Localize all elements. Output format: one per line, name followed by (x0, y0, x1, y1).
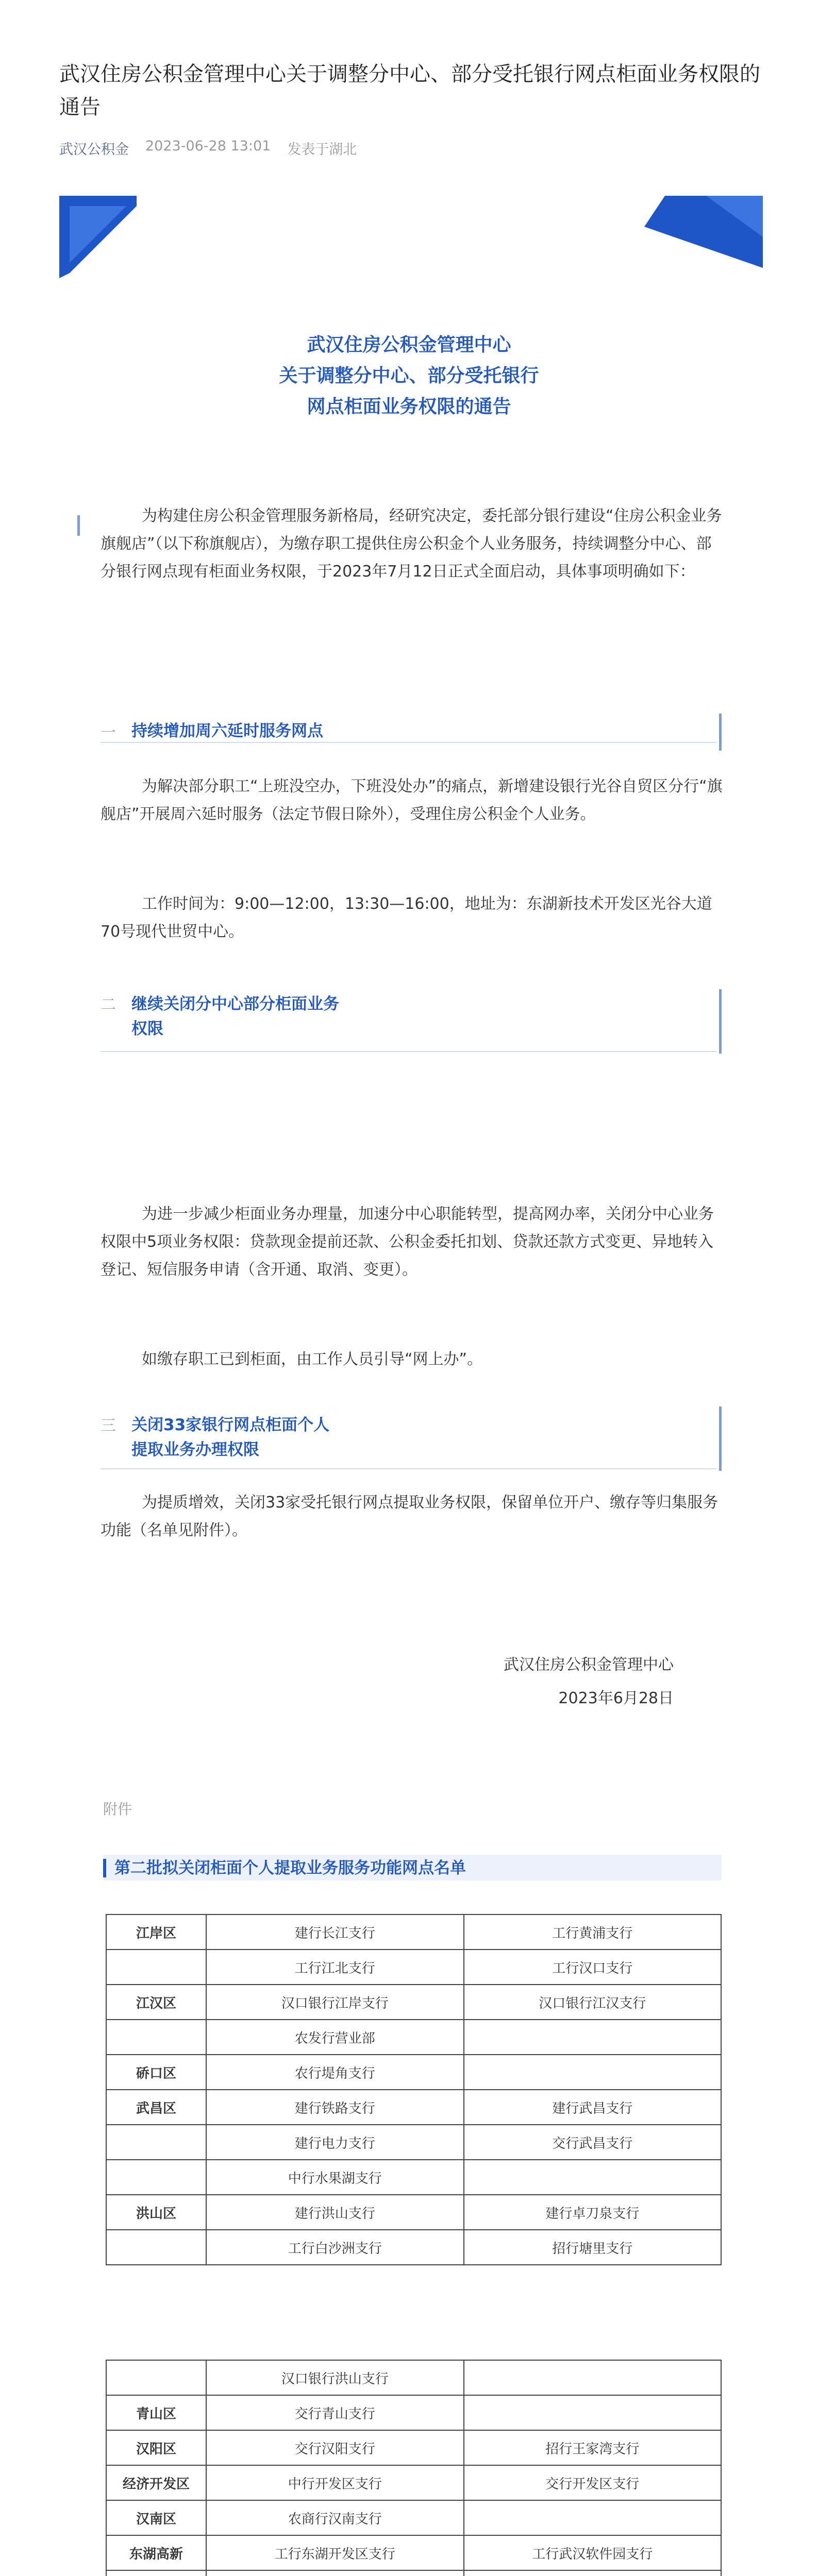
section-1-para-1: 为解决部分职工“上班没空办，下班没处办”的痛点，新增建设银行光谷自贸区分行“旗舰店”开展周六延时服务（法定节假日除外），受理住房公积金个人业务。 (101, 777, 723, 823)
attachment-label: 附件 (103, 1801, 132, 1818)
table-row (106, 2125, 721, 2160)
branch-cell (464, 2500, 722, 2535)
district-cell: 东湖高新 (106, 2535, 206, 2570)
section-3-title-line2: 提取业务办理权限 (131, 1440, 259, 1459)
branch-table-part1 (106, 1914, 722, 2265)
section-1-number: 一 (101, 724, 116, 742)
decor-bar (719, 989, 722, 1054)
table-row (106, 2430, 721, 2465)
publish-location: 发表于湖北 (287, 142, 357, 158)
section-3-header (101, 1413, 329, 1462)
branch-cell: 建行铁路支行 (206, 2090, 464, 2125)
branch-cell (464, 2360, 722, 2395)
section-divider (101, 1051, 716, 1052)
district-cell (106, 2570, 206, 2576)
poster-title-line2: 关于调整分中心、部分受托银行 (279, 365, 539, 386)
section-2-number: 二 (101, 996, 116, 1014)
article-title: 武汉住房公积金管理中心关于调整分中心、部分受托银行网点柜面业务权限的通告 (59, 62, 760, 119)
branch-cell: 招行塘里支行 (464, 2230, 722, 2265)
district-cell: 武昌区 (106, 2090, 206, 2125)
branch-cell: 建行洪山支行 (206, 2195, 464, 2230)
branch-cell: 工行江北支行 (206, 1950, 464, 1985)
district-cell (106, 2360, 206, 2395)
district-cell: 汉阳区 (106, 2430, 206, 2465)
district-cell: 硚口区 (106, 2055, 206, 2090)
branch-cell: 工行黄浦支行 (464, 1914, 722, 1950)
author-link[interactable]: 武汉公积金 (59, 142, 129, 158)
branch-cell: 农商行汉南支行 (206, 2500, 464, 2535)
section-3-number: 三 (101, 1417, 116, 1435)
branch-cell: 建行武昌支行 (464, 2090, 722, 2125)
signature-date: 2023年6月28日 (558, 1689, 674, 1707)
district-cell: 江岸区 (106, 1914, 206, 1950)
table-row (106, 2500, 721, 2535)
branch-cell: 汉口银行江汉支行 (464, 1985, 722, 2020)
table-row (106, 2570, 721, 2576)
table-row (106, 2090, 721, 2125)
table-row (106, 2395, 721, 2430)
table-row (106, 1950, 721, 1985)
section-divider (101, 742, 716, 743)
branch-cell: 工行武汉软件园支行 (464, 2535, 722, 2570)
branch-cell: 中行开发区支行 (206, 2465, 464, 2500)
poster-title-line3: 网点柜面业务权限的通告 (307, 396, 511, 417)
branch-cell (464, 2160, 722, 2195)
section-2-title (131, 992, 339, 1041)
district-cell (106, 2125, 206, 2160)
decor-bar (719, 1406, 722, 1471)
table-row (106, 2465, 721, 2500)
district-cell (106, 2160, 206, 2195)
district-cell: 江汉区 (106, 1985, 206, 2020)
table-row (106, 2195, 721, 2230)
section-1-para-2: 工作时间为：9:00—12:00，13:30—16:00，地址为：东湖新技术开发区光谷大道70号现代世贸中心。 (101, 895, 712, 941)
section-2-title-line2: 权限 (131, 1020, 163, 1038)
branch-cell: 工行白沙洲支行 (206, 2230, 464, 2265)
branch-cell (464, 2055, 722, 2090)
district-cell (106, 2020, 206, 2055)
decor-bar (719, 714, 722, 751)
branch-cell: 工行汉口支行 (464, 1950, 722, 1985)
branch-cell (464, 2020, 722, 2055)
branch-cell: 汉口银行洪山支行 (206, 2360, 464, 2395)
poster-title-line1: 武汉住房公积金管理中心 (307, 334, 511, 355)
section-2-title-line1: 继续关闭分中心部分柜面业务 (131, 995, 339, 1013)
district-cell (106, 1950, 206, 1985)
district-cell: 汉南区 (106, 2500, 206, 2535)
section-3-title-line1: 关闭33家银行网点柜面个人 (131, 1416, 330, 1434)
table-row (106, 2160, 721, 2195)
section-1-header (101, 719, 323, 743)
district-cell: 洪山区 (106, 2195, 206, 2230)
branch-table-part2 (106, 2360, 722, 2576)
decor-bar (103, 1859, 106, 1877)
intro-paragraph: 为构建住房公积金管理服务新格局，经研究决定，委托部分银行建设“住房公积金业务旗舰店”（以下称旗舰店），为缴存职工提供住房公积金个人业务服务，持续调整分中心、部分银行网点现有柜面业务权限，于2023年7月12日正式全面启动，具体事项明确如下： (101, 507, 722, 581)
decor-corner-left-icon (59, 196, 137, 278)
branch-cell: 农发行营业部 (206, 2020, 464, 2055)
branch-cell: 中行水果湖支行 (206, 2160, 464, 2195)
section-2-para-1: 为进一步减少柜面业务办理量，加速分中心职能转型，提高网办率，关闭分中心业务权限中5项业务权限：贷款现金提前还款、公积金委托扣划、贷款还款方式变更、异地转入登记、短信服务申请（含开通、取消、变更）。 (101, 1205, 714, 1279)
branch-cell (464, 2395, 722, 2430)
section-3-title (131, 1413, 329, 1462)
branch-cell: 交行青山支行 (206, 2395, 464, 2430)
table-row (106, 2360, 721, 2395)
section-2-para-2: 如缴存职工已到柜面，由工作人员引导“网上办”。 (142, 1350, 483, 1368)
branch-cell: 工行东湖开发区支行 (206, 2535, 464, 2570)
table-row (106, 2020, 721, 2055)
branch-cell (206, 2570, 464, 2576)
decor-corner-right-icon (644, 196, 763, 268)
branch-cell: 建行长江支行 (206, 1914, 464, 1950)
branch-cell: 汉口银行江岸支行 (206, 1985, 464, 2020)
publish-time: 2023-06-28 13:01 (145, 138, 271, 154)
article-meta (59, 138, 357, 158)
branch-cell: 建行卓刀泉支行 (464, 2195, 722, 2230)
table-row (106, 1985, 721, 2020)
table-row (106, 2230, 721, 2265)
table-title: 第二批拟关闭柜面个人提取业务服务功能网点名单 (114, 1859, 466, 1877)
table-row (106, 2055, 721, 2090)
branch-cell: 农行堤角支行 (206, 2055, 464, 2090)
section-1-title: 持续增加周六延时服务网点 (131, 722, 323, 740)
decor-bar (77, 515, 80, 536)
branch-cell: 交行汉阳支行 (206, 2430, 464, 2465)
section-3-para-1: 为提质增效，关闭33家受托银行网点提取业务权限，保留单位开户、缴存等归集服务功能（名单见附件）。 (101, 1494, 719, 1539)
section-2-header (101, 992, 339, 1041)
branch-cell: 建行电力支行 (206, 2125, 464, 2160)
district-cell: 青山区 (106, 2395, 206, 2430)
section-divider (101, 1468, 716, 1469)
table-row (106, 1914, 721, 1950)
district-cell (106, 2230, 206, 2265)
table-row (106, 2535, 721, 2570)
branch-cell (464, 2570, 722, 2576)
branch-cell: 招行王家湾支行 (464, 2430, 722, 2465)
branch-cell: 交行开发区支行 (464, 2465, 722, 2500)
district-cell: 经济开发区 (106, 2465, 206, 2500)
signature-org: 武汉住房公积金管理中心 (504, 1656, 674, 1674)
branch-cell: 交行武昌支行 (464, 2125, 722, 2160)
